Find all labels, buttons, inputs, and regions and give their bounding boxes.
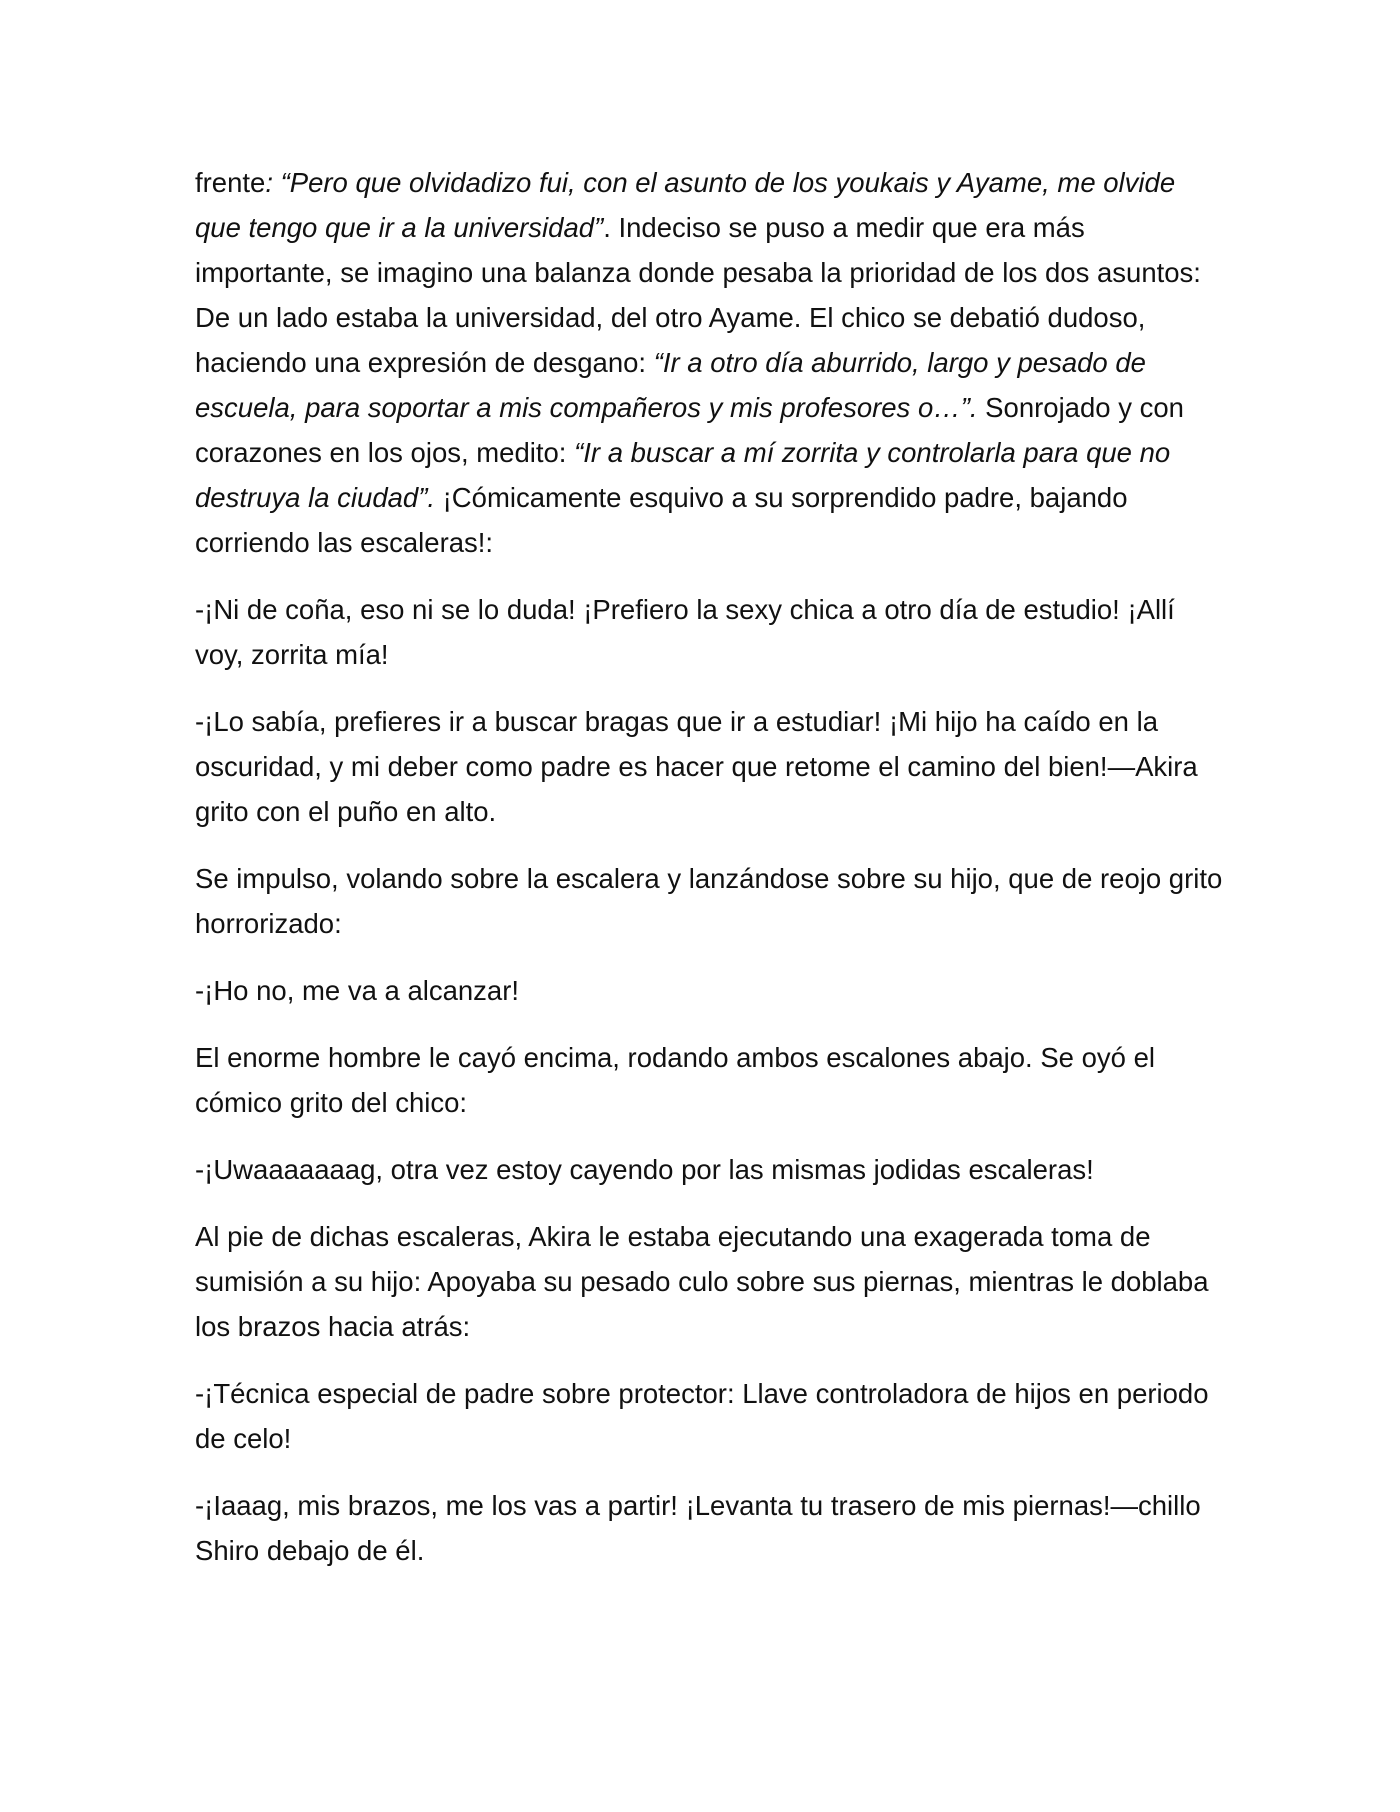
text-run: -¡Iaaag, mis brazos, me los vas a partir! ¡Levanta tu trasero de mis piernas!—chillo Shiro debajo de él. [195,1490,1201,1566]
document-page [195,160,1225,1595]
italic-text-run: “Ir a otro día aburrido, largo y pesado de escuela, para soportar a mis compañeros y mis profesores o…”. [195,347,1146,423]
paragraph-7 [195,1147,1225,1192]
text-run: frente [195,167,266,198]
text-run: -¡Ho no, me va a alcanzar! [195,975,520,1006]
text-run: ¡Cómicamente esquivo a su sorprendido padre, bajando corriendo las escaleras!: [195,482,1128,558]
paragraph-3 [195,699,1225,834]
text-run: Se impulso, volando sobre la escalera y lanzándose sobre su hijo, que de reojo grito horrorizado: [195,863,1223,939]
text-run: -¡Técnica especial de padre sobre protector: Llave controladora de hijos en periodo de celo! [195,1378,1209,1454]
text-run: . Indeciso se puso a medir que era más importante, se imagino una balanza donde pesaba la prioridad de los dos asuntos: De un lado estaba la universidad, del otro Ayame. El chico se debatió dudoso, haciendo una expresión de desgano: [195,212,1201,378]
paragraph-1 [195,160,1225,565]
text-run: -¡Ni de coña, eso ni se lo duda! ¡Prefiero la sexy chica a otro día de estudio! ¡Allí voy, zorrita mía! [195,594,1175,670]
italic-text-run: : “Pero que olvidadizo fui, con el asunto de los youkais y Ayame, me olvide que tengo que ir a la universidad” [195,167,1176,243]
paragraph-5 [195,968,1225,1013]
text-run: -¡Uwaaaaaaag, otra vez estoy cayendo por las mismas jodidas escaleras! [195,1154,1094,1185]
text-run: Al pie de dichas escaleras, Akira le estaba ejecutando una exagerada toma de sumisión a su hijo: Apoyaba su pesado culo sobre sus piernas, mientras le doblaba los brazos hacia atrás: [195,1221,1209,1342]
text-run: -¡Lo sabía, prefieres ir a buscar bragas que ir a estudiar! ¡Mi hijo ha caído en la oscuridad, y mi deber como padre es hacer que retome el camino del bien!—Akira grito con el puño en alto. [195,706,1198,827]
paragraph-4 [195,856,1225,946]
paragraph-2 [195,587,1225,677]
paragraph-9 [195,1371,1225,1461]
paragraph-6 [195,1035,1225,1125]
text-run: El enorme hombre le cayó encima, rodando ambos escalones abajo. Se oyó el cómico grito del chico: [195,1042,1156,1118]
paragraph-10 [195,1483,1225,1573]
paragraph-8 [195,1214,1225,1349]
text-run: Sonrojado y con corazones en los ojos, medito: [195,392,1184,468]
italic-text-run: “Ir a buscar a mí zorrita y controlarla para que no destruya la ciudad”. [195,437,1171,513]
